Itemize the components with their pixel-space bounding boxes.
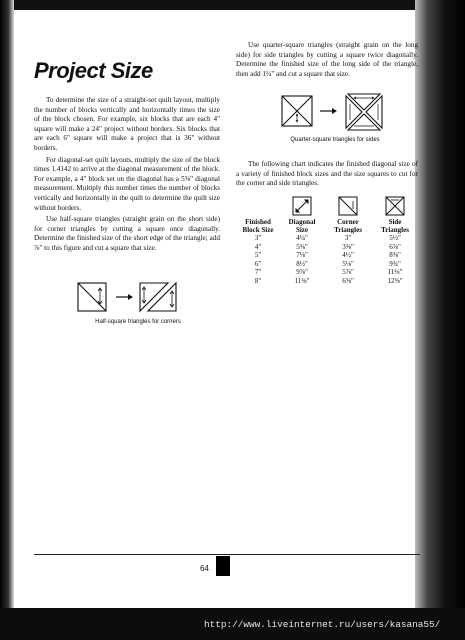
scan-edge-top	[0, 0, 465, 10]
column-header: Finished Block Size	[242, 218, 274, 234]
table-cell: 5⅛"	[342, 259, 354, 268]
paragraph: To determine the size of a straight-set quilt layout, multiply the number of blocks vertically and horizontally times the size of the block chosen. For example, six blocks that are each 4" square will make a 24" project without borders. Six blocks that are each 6" square will make a project that is 36" without borders.	[34, 96, 220, 152]
paragraph: Use half-square triangles (straight grain on the short side) for corner triangles by cutting a square once diagonally. Determine the finished size of the short edge of the triangle; add ⅞" to this figure and cut a square that size.	[34, 215, 220, 252]
table-cell: 4¼"	[296, 234, 308, 242]
table-cell: 5"	[254, 251, 262, 260]
paragraph: Use quarter-square triangles (straight grain on the long side) for side triangles by cutting a square twice diagonally. Determine the finished size of the long side of the triangle, then add 1¼" and cut a square that size.	[236, 41, 418, 78]
table-cell: 8½"	[296, 259, 308, 268]
table-cell: 3"	[254, 234, 262, 242]
table-row	[236, 277, 418, 286]
right-column-intro	[236, 41, 418, 81]
page-title: Project Size	[34, 58, 153, 83]
half-square-caption: Half-square triangles for corners	[95, 319, 181, 325]
table-cell: 4"	[254, 242, 262, 251]
quarter-square-triangles-diagram	[280, 92, 390, 132]
table-cell: 9¾"	[389, 259, 401, 268]
quarter-square-caption: Quarter-square triangles for sides	[290, 137, 380, 143]
table-cell: 11⅛"	[387, 268, 403, 277]
table-cell: 7⅛"	[296, 251, 308, 260]
left-column	[34, 96, 220, 256]
corner-triangle-icon	[338, 196, 358, 216]
table-row	[236, 243, 418, 252]
diagonal-square-icon	[292, 196, 312, 216]
table-row	[236, 268, 418, 277]
table-icon-row	[236, 196, 418, 218]
column-header: Diagonal Size	[288, 218, 316, 234]
arrow-right-icon	[320, 108, 337, 114]
arrow-right-icon	[116, 294, 133, 300]
table-cell: 6"	[254, 259, 262, 268]
table-cell: 6⅝"	[342, 276, 354, 285]
table-cell: 8"	[254, 276, 262, 285]
table-row	[236, 260, 418, 269]
table-cell: 8⅜"	[389, 251, 401, 260]
table-cell: 12⅝"	[387, 276, 403, 285]
table-cell: 6⅞"	[389, 242, 401, 251]
table-cell: 3⅜"	[342, 242, 354, 251]
page-number: 64	[200, 564, 209, 573]
table-row	[236, 251, 418, 260]
table-cell: 7"	[254, 268, 262, 277]
watermark-url: http://www.liveinternet.ru/users/kasana55/	[204, 619, 441, 630]
book-spine-shadow	[415, 0, 465, 640]
column-header: Corner Triangles	[334, 218, 362, 234]
table-cell: 5⅞"	[342, 268, 354, 277]
half-square-triangles-diagram	[76, 279, 196, 315]
chart-intro	[236, 160, 418, 189]
footer-rule	[34, 554, 420, 555]
table-cell: 5½"	[389, 234, 401, 242]
table-cell: 3"	[344, 234, 352, 242]
table-cell: 4½"	[342, 251, 354, 260]
table-header-row	[236, 218, 418, 234]
side-triangle-icon	[385, 196, 405, 216]
table-row	[236, 234, 418, 243]
block-size-table	[236, 196, 418, 286]
paragraph: For diagonal-set quilt layouts, multiply the size of the block times 1.4142 to arrive at the diagonal measurement of the block. For example, a 4" block set on the diagonal has a 5⅝" diagonal measurement. Multiply this number times the number of blocks vertically and horizontally in the quilt to determine the quilt size without borders.	[34, 155, 220, 212]
page-tab-mark	[216, 556, 230, 576]
table-cell: 5⅝"	[296, 242, 308, 251]
table-cell: 11⅜"	[294, 276, 310, 285]
table-cell: 9⅞"	[296, 268, 308, 277]
scan-edge-left	[0, 0, 14, 640]
paragraph: The following chart indicates the finished diagonal size of a variety of finished block sizes and the size squares to cut for the corner and side triangles.	[236, 160, 418, 188]
column-header: Side Triangles	[381, 218, 409, 234]
